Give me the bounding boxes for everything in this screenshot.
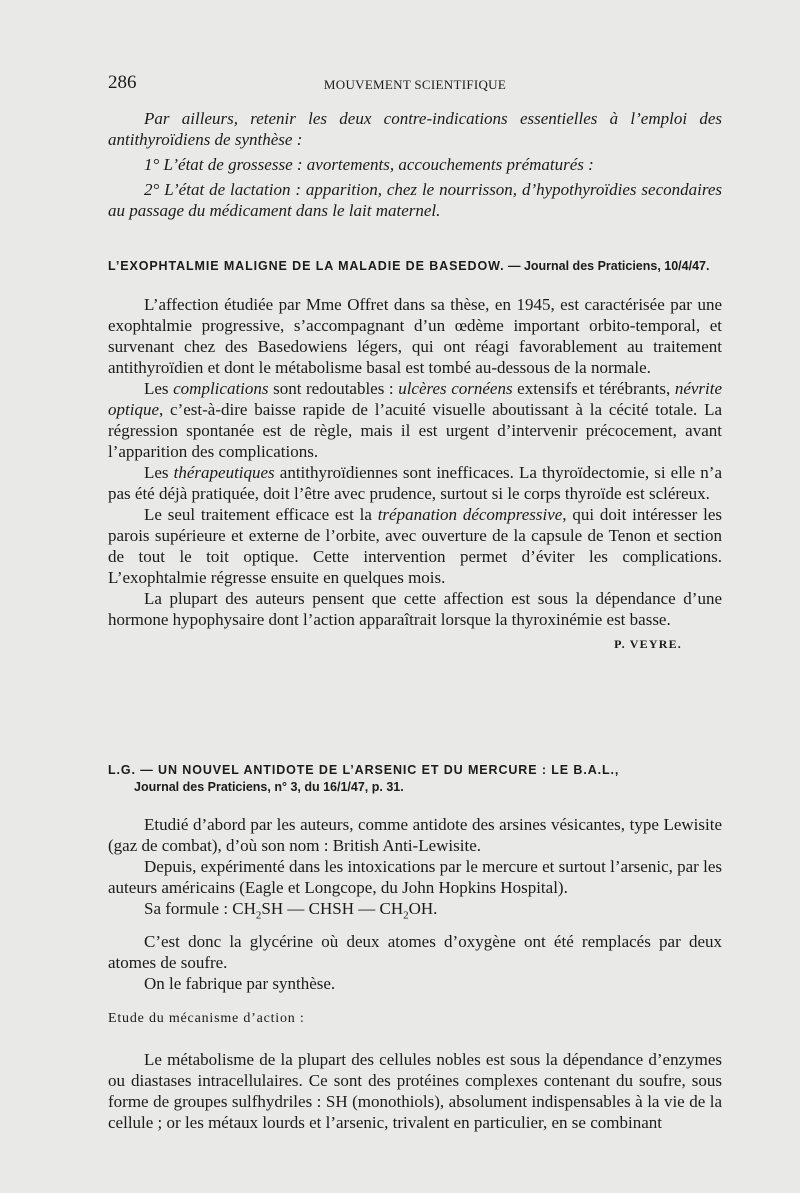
article-source: Journal des Praticiens, n° 3, du 16/1/47, p. 31. — [134, 780, 404, 794]
intro-item-1: 1° L’état de grossesse : avortements, accouchements prématurés : — [144, 155, 594, 174]
section-subheading: Etude du mécanisme d’action : — [108, 1011, 305, 1027]
page-number: 286 — [108, 72, 137, 93]
article-paragraph: L’affection étudiée par Mme Offret dans sa thèse, en 1945, est caractérisée par une exophtalmie progressive, s’accompagnant d’un œdème important orbito-temporal, et survenant chez des Basedowiens légers, qui ont réagi favorablement au traitement antithyroïdien et dont le métabolisme basal est tombé au-dessous de la normale. — [108, 295, 722, 377]
text-run: sont redoutables : — [268, 379, 399, 398]
author-signature: P. VEYRE. — [614, 637, 682, 651]
article-paragraph: Depuis, expérimenté dans les intoxications par le mercure et surtout l’arsenic, par les auteurs américains (Eagle et Longcope, du John Hopkins Hospital). — [108, 857, 722, 897]
page-header — [108, 72, 722, 96]
text-run: Les — [144, 463, 174, 482]
article-paragraph: La plupart des auteurs pensent que cette affection est sous la dépendance d’une hormone hypophysaire dont l’action apparaîtrait lorsque la thyroxinémie est basse. — [108, 589, 722, 629]
article-paragraph — [108, 378, 722, 462]
emphasis: thérapeutiques — [173, 463, 275, 482]
text-run: antithyroïdiennes sont inefficaces. La thyroïdectomie, si elle n’a pas été déjà pratiquée, doit l’être avec prudence, surtout si le corps thyroïde est scléreux. — [108, 463, 722, 503]
article-paragraph: On le fabrique par synthèse. — [144, 974, 336, 994]
intro-paragraph: Par ailleurs, retenir les deux contre-indications essentielles à l’emploi des antithyroïdiens de synthèse : — [108, 109, 722, 149]
text-run: Les — [144, 379, 174, 398]
intro-item-2: 2° L’état de lactation : apparition, chez le nourrisson, d’hypothyroïdies secondaires au passage du médicament dans le lait maternel. — [108, 180, 722, 220]
formula-part: CH — [232, 899, 256, 918]
article-title: L.G. — UN NOUVEL ANTIDOTE DE L’ARSENIC ET DU MERCURE : LE B.A.L., — [108, 763, 620, 777]
text-run: , qui doit intéresser les parois supérieure et externe de l’orbite, avec ouverture de la capsule de Tenon et section de tout le toit optique. Cette intervention permet d’éviter les complications. L’exophtalmie régresse ensuite en quelques mois. — [108, 505, 722, 587]
article-exophtalmie — [108, 258, 722, 655]
emphasis: névrite optique — [108, 379, 723, 419]
formula-subscript: 2 — [255, 909, 262, 922]
article-heading — [108, 762, 722, 796]
chemical-formula — [108, 898, 722, 926]
article-paragraph: Le métabolisme de la plupart des cellules nobles est sous la dépendance d’enzymes ou diastases intracellulaires. Ce sont des protéines complexes contenant du soufre, sous forme de groupes sulfhydriles : SH (monothiols), absolument indispensables à la vie de la cellule ; or les métaux lourds et l’arsenic, trivalent en particulier, en se combinant — [108, 1050, 722, 1133]
formula-subscript: 2 — [403, 909, 409, 922]
emphasis: complications — [173, 379, 269, 398]
emphasis: trépanation décompressive — [377, 505, 563, 524]
article-paragraph: Etudié d’abord par les auteurs, comme antidote des arsines vésicantes, type Lewisite (gaz de combat), d’où son nom : British Anti-Lewisite. — [108, 815, 722, 855]
article-source: — Journal des Praticiens, 10/4/47. — [507, 259, 710, 273]
text-run: Le seul traitement efficace est la — [144, 505, 378, 524]
text-run: , c’est-à-dire baisse rapide de l’acuité visuelle aboutissant à la cécité totale. La régression spontanée est de règle, mais il est urgent d’intervenir précocement, avant l’apparition des complications. — [108, 400, 722, 461]
text-run: extensifs et térébrants, — [512, 379, 675, 398]
running-head: MOUVEMENT SCIENTIFIQUE — [323, 77, 507, 92]
article-title: L’EXOPHTALMIE MALIGNE DE LA MALADIE DE BASEDOW. — [108, 259, 505, 273]
formula-label: Sa formule : — [144, 899, 233, 918]
article-bal — [108, 762, 722, 1133]
intro-section — [108, 108, 722, 221]
formula-part: SH — CHSH — CH — [261, 899, 404, 918]
formula-part: OH. — [408, 899, 438, 918]
emphasis: ulcères cornéens — [398, 379, 513, 398]
article-paragraph — [108, 462, 722, 504]
article-paragraph: C’est donc la glycérine où deux atomes d’oxygène ont été remplacés par deux atomes de soufre. — [108, 932, 722, 973]
article-paragraph — [108, 504, 722, 588]
article-heading — [108, 258, 722, 275]
